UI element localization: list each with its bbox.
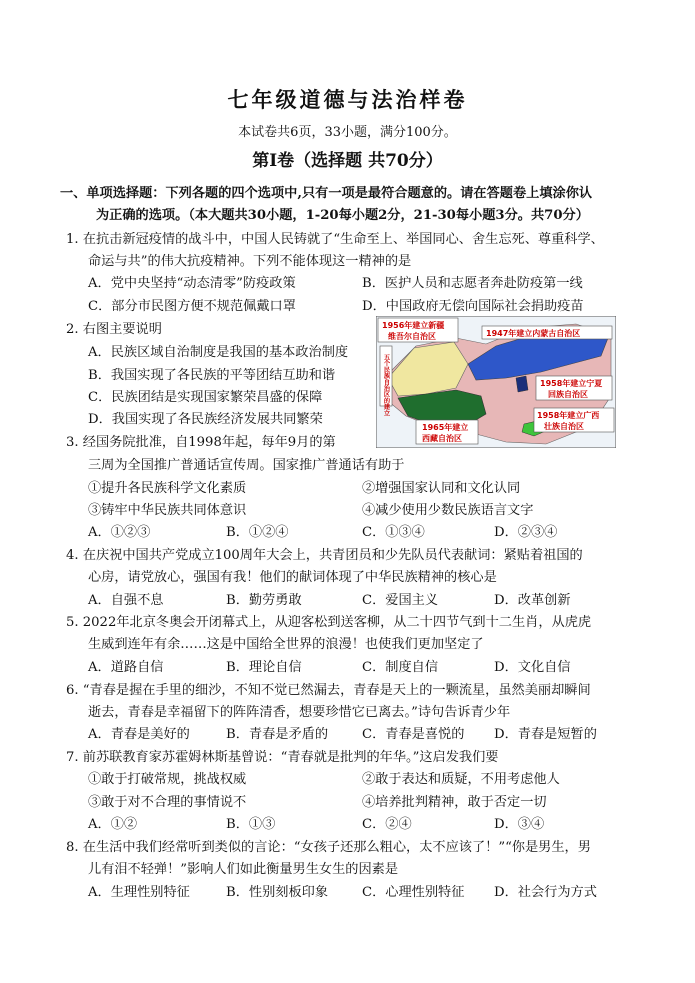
q8-option-c: C．心理性别特征 [362,885,465,900]
q1-option-d: D．中国政府无偿向国际社会捐助疫苗 [362,299,584,314]
q8-stem-line-1: 8. 在生活中我们经常听到类似的言论：“女孩子还那么粗心，太不应该了！”“你是男生，男 [66,840,591,855]
q2-option-d: D．我国实现了各民族经济发展共同繁荣 [88,412,323,427]
q5-option-d: D．文化自信 [494,660,571,675]
q3-item-1: ①提升各民族科学文化素质 [88,481,247,496]
q1-option-c: C．部分市民图方便不规范佩戴口罩 [88,299,296,314]
q3-item-4: ④减少使用少数民族语言文字 [362,503,534,518]
map-label-xizang-2: 西藏自治区 [422,434,462,443]
q8-stem-line-2: 儿有泪不轻弹！”影响人们如此衡量男生女生的因素是 [88,862,399,877]
q1-stem-line-2: 命运与共”的伟大抗疫精神。下列不能体现这一精神的是 [88,254,412,269]
map-label-xizang-1: 1965年建立 [422,423,469,432]
map-label-guangxi-2: 壮族自治区 [544,422,584,431]
q7-option-d: D．③④ [494,817,545,832]
q3-option-b: B．①②④ [226,525,289,540]
q2-option-b: B．我国实现了各民族的平等团结互助和谐 [88,368,336,383]
q5-stem-line-2: 生威到连年有余……这是中国给全世界的浪漫！也使我们更加坚定了 [88,637,484,652]
q3-option-c: C．①③④ [362,525,425,540]
q5-option-b: B．理论自信 [226,660,302,675]
q7-stem: 7. 前苏联教育家苏霍姆林斯基曾说：“青春就是批判的年华。”这启发我们要 [66,750,499,765]
instructions-line-1: 一、单项选择题：下列各题的四个选项中,只有一项是最符合题意的。请在答题卷上填涂你认 [60,186,593,201]
q2-stem: 2. 右图主要说明 [66,322,162,337]
q4-stem-line-1: 4. 在庆祝中国共产党成立100周年大会上，共青团员和少先队员代表献词：紧贴着祖国的 [66,548,583,563]
q7-option-a: A．①② [88,817,138,832]
q7-item-1: ①敢于打破常规，挑战权威 [88,772,247,787]
q2-option-c: C．民族团结是实现国家繁荣昌盛的保障 [88,390,323,405]
map-label-guangxi-1: 1958年建立广西 [537,411,600,420]
map-label-neimeng: 1947年建立内蒙古自治区 [486,329,581,338]
q4-stem-line-2: 心房，请党放心，强国有我！他们的献词体现了中华民族精神的核心是 [88,570,497,585]
q4-option-b: B．勤劳勇敢 [226,593,302,608]
map-label-vertical: 五个民族自治区的建立 [382,354,390,416]
paper-title: 七年级道德与法治样卷 [227,87,468,112]
q1-stem-line-1: 1. 在抗击新冠疫情的战斗中，中国人民铸就了“生命至上、举国同心、舍生忘死、尊重科学、 [66,232,604,247]
q3-stem-line-2: 三周为全国推广普通话宣传周。国家推广普通话有助于 [88,458,405,473]
instructions-line-2: 为正确的选项。（本大题共30小题，1-20每小题2分，21-30每小题3分。共70分） [96,208,589,223]
map-label-xinjiang-1: 1956年建立新疆 [382,321,445,330]
q4-option-a: A．自强不息 [88,593,164,608]
q8-option-a: A．生理性别特征 [88,885,190,900]
map-label-ningxia-2: 回族自治区 [548,390,588,399]
q6-option-c: C．青春是喜悦的 [362,727,465,742]
q4-option-c: C．爱国主义 [362,593,439,608]
q7-item-2: ②敢于表达和质疑，不用考虑他人 [362,772,560,787]
q6-stem-line-1: 6. “青春是握在手里的细沙，不知不觉已然漏去，青春是天上的一颗流星，虽然美丽却瞬间 [66,683,591,698]
q3-item-3: ③铸牢中华民族共同体意识 [88,503,247,518]
part-heading: 第Ⅰ卷（选择题 共70分） [252,151,443,171]
q8-option-d: D．社会行为方式 [494,885,597,900]
q5-stem-line-1: 5. 2022年北京冬奥会开闭幕式上，从迎客松到送客柳，从二十四节气到十二生肖，从虎虎 [66,615,592,630]
q3-option-d: D．②③④ [494,525,558,540]
paper-subtitle: 本试卷共6页，33小题，满分100分。 [238,125,457,140]
q6-option-d: D．青春是短暂的 [494,727,597,742]
q1-option-b: B．医护人员和志愿者奔赴防疫第一线 [362,276,583,291]
q3-option-a: A．①②③ [88,525,151,540]
q7-option-b: B．①③ [226,817,276,832]
q5-option-c: C．制度自信 [362,660,439,675]
q6-stem-line-2: 逝去，青春是幸福留下的阵阵清香，想要珍惜它已离去。”诗句告诉青少年 [88,705,511,720]
q7-item-4: ④培养批判精神，敢于否定一切 [362,795,547,810]
map-label-ningxia-1: 1958年建立宁夏 [540,379,603,388]
q2-option-a: A．民族区域自治制度是我国的基本政治制度 [88,345,349,360]
q3-item-2: ②增强国家认同和文化认同 [362,481,521,496]
map-label-xinjiang-2: 维吾尔自治区 [388,332,436,341]
q4-option-d: D．改革创新 [494,593,571,608]
q1-option-a: A．党中央坚持“动态清零”防疫政策 [88,276,296,291]
q7-item-3: ③敢于对不合理的事情说不 [88,795,247,810]
autonomous-regions-map [376,316,616,448]
q3-stem-line-1: 3. 经国务院批准，自1998年起，每年9月的第 [66,435,336,450]
q6-option-a: A．青春是美好的 [88,727,190,742]
q8-option-b: B．性别刻板印象 [226,885,329,900]
q7-option-c: C．②④ [362,817,412,832]
q5-option-a: A．道路自信 [88,660,164,675]
q6-option-b: B．青春是矛盾的 [226,727,329,742]
